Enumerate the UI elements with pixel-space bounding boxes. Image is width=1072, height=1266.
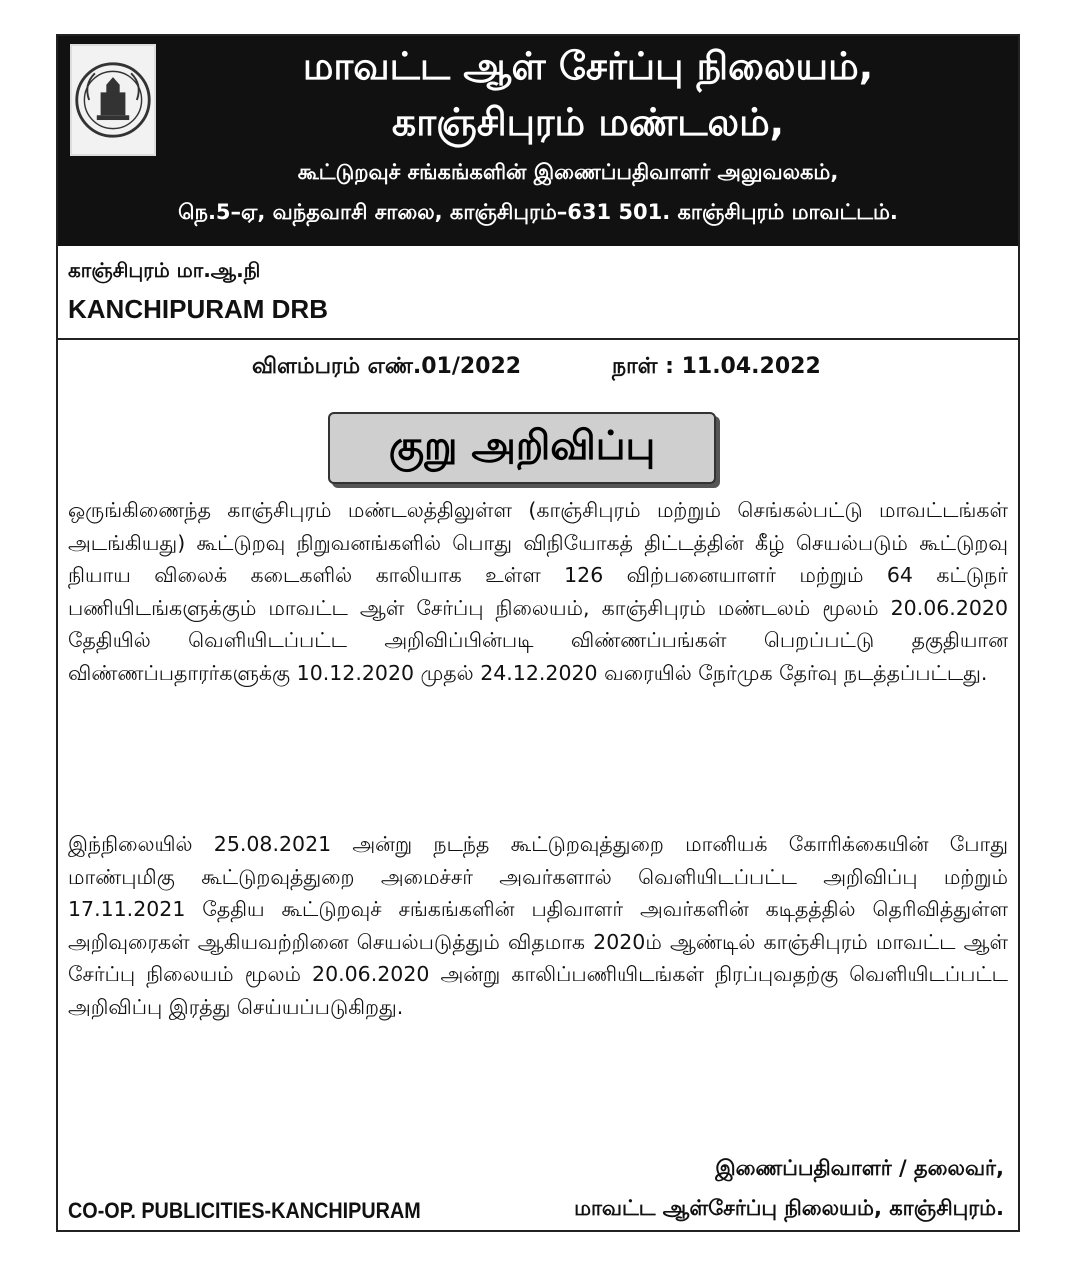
publicity-credit: CO-OP. PUBLICITIES-KANCHIPURAM bbox=[68, 1198, 421, 1223]
drb-english-label: KANCHIPURAM DRB bbox=[68, 294, 328, 324]
section-divider bbox=[58, 338, 1018, 340]
notice-title: குறு அறிவிப்பு bbox=[388, 422, 656, 469]
body-paragraph-1: ஒருங்கிணைந்த காஞ்சிபுரம் மண்டலத்திலுள்ள (காஞ்சிபுரம் மற்றும் செங்கல்பட்டு மாவட்டங்கள் அடங்கியது) கூட்டுறவு நிறுவனங்களில் பொது விநியோகத் திட்டத்தின் கீழ் செயல்படும் கூட்டுறவு நியாய விலைக் கடைகளில் காலியாக உள்ள 126 விற்பனையாளர் மற்றும் 64 கட்டுநர் பணியிடங்களுக்கும் மாவட்ட ஆள் சேர்ப்பு நிலையம், காஞ்சிபுரம் மண்டலம் மூலம் 20.06.2020 தேதியில் வெளியிடப்பட்ட அறிவிப்பின்படி விண்ணப்பங்கள் பெறப்பட்டு தகுதியான விண்ணப்பதாரர்களுக்கு 10.12.2020 முதல் 24.12.2020 வரையில் நேர்முக தேர்வு நடத்தப்பட்டது. bbox=[68, 498, 1008, 685]
advertisement-date: நாள் : 11.04.2022 bbox=[612, 354, 821, 379]
advertisement-number: விளம்பரம் எண்.01/2022 bbox=[252, 354, 522, 379]
signature-office: மாவட்ட ஆள்சேர்ப்பு நிலையம், காஞ்சிபுரம். bbox=[574, 1196, 1004, 1220]
body-paragraph-2: இந்நிலையில் 25.08.2021 அன்று நடந்த கூட்டுறவுத்துறை மானியக் கோரிக்கையின் போது மாண்புமிகு கூட்டுறவுத்துறை அமைச்சர் அவர்களால் வெளியிடப்பட்ட அறிவிப்பு மற்றும் 17.11.2021 தேதிய கூட்டுறவுச் சங்கங்களின் பதிவாளர் அவர்களின் கடிதத்தில் தெரிவித்துள்ள அறிவுரைகள் ஆகியவற்றினை செயல்படுத்தும் விதமாக 2020ம் ஆண்டில் காஞ்சிபுரம் மாவட்ட ஆள் சேர்ப்பு நிலையம் மூலம் 20.06.2020 அன்று காலிப்பணியிடங்கள் நிரப்புவதற்கு வெளியிடப்பட்ட அறிவிப்பு இரத்து செய்யப்படுகிறது. bbox=[68, 832, 1008, 1019]
notice-title-box bbox=[328, 412, 716, 484]
signature-designation: இணைப்பதிவாளர் / தலைவர், bbox=[715, 1156, 1004, 1180]
header-title-line1: மாவட்ட ஆள் சேர்ப்பு நிலையம், bbox=[302, 44, 874, 88]
header-title-line2: காஞ்சிபுரம் மண்டலம், bbox=[391, 100, 785, 144]
tamil-nadu-emblem-icon bbox=[70, 44, 156, 156]
header-banner bbox=[58, 36, 1018, 246]
notice-frame bbox=[56, 34, 1020, 1232]
drb-tamil-label: காஞ்சிபுரம் மா.ஆ.நி bbox=[68, 258, 261, 282]
header-office-line: கூட்டுறவுச் சங்கங்களின் இணைப்பதிவாளர் அலுவலகம், bbox=[297, 160, 839, 184]
header-address-line: நெ.5–ஏ, வந்தவாசி சாலை, காஞ்சிபுரம்–631 501. காஞ்சிபுரம் மாவட்டம். bbox=[178, 200, 898, 224]
